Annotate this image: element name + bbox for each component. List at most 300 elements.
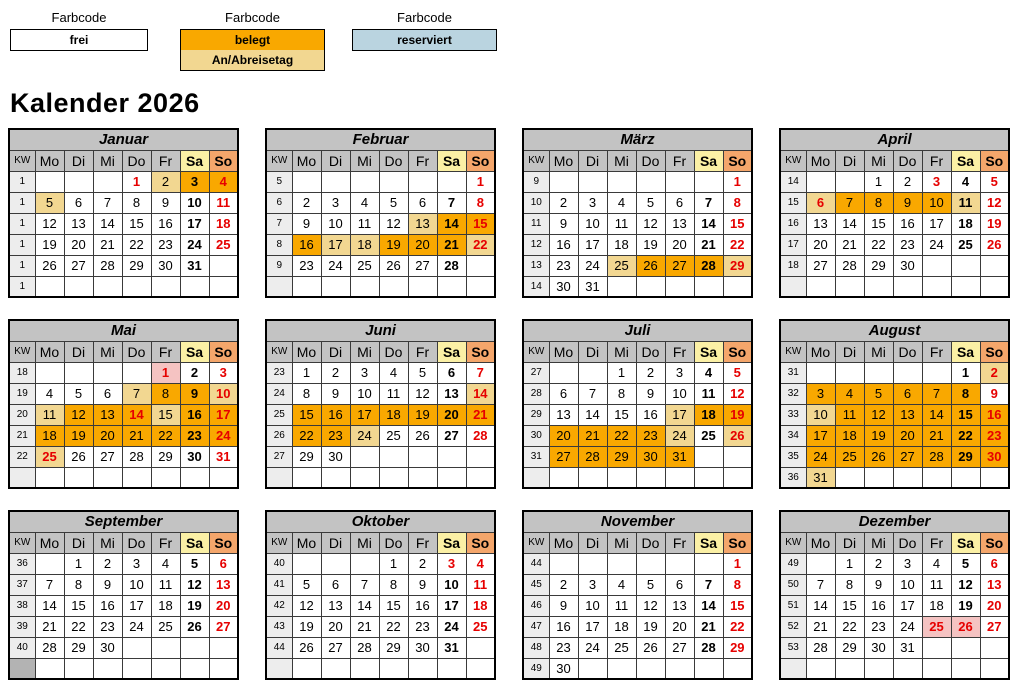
day-cell-empty xyxy=(379,171,408,192)
day-cell: 9 xyxy=(864,574,893,595)
day-cell: 5 xyxy=(864,383,893,404)
day-header-fr: Fr xyxy=(922,150,951,171)
kw-cell: 23 xyxy=(266,362,292,383)
day-cell: 31 xyxy=(578,276,607,297)
day-cell: 6 xyxy=(64,192,93,213)
day-cell: 16 xyxy=(864,595,893,616)
day-cell: 10 xyxy=(209,383,238,404)
day-cell: 28 xyxy=(835,255,864,276)
day-cell: 21 xyxy=(806,616,835,637)
day-cell: 19 xyxy=(951,595,980,616)
day-header-di: Di xyxy=(578,150,607,171)
day-cell: 30 xyxy=(549,276,578,297)
month-table-januar xyxy=(8,128,239,298)
month-title: Oktober xyxy=(266,511,495,532)
day-header-do: Do xyxy=(379,532,408,553)
day-cell: 29 xyxy=(64,637,93,658)
day-header-do: Do xyxy=(893,341,922,362)
day-cell: 22 xyxy=(64,616,93,637)
day-cell: 30 xyxy=(180,446,209,467)
kw-cell: 41 xyxy=(266,574,292,595)
day-cell: 11 xyxy=(835,404,864,425)
month-title: August xyxy=(780,320,1009,341)
day-cell: 1 xyxy=(723,171,752,192)
day-cell-empty xyxy=(209,467,238,488)
day-cell-empty xyxy=(607,553,636,574)
day-header-mi: Mi xyxy=(607,150,636,171)
day-cell: 17 xyxy=(665,404,694,425)
day-cell: 24 xyxy=(665,425,694,446)
day-cell-empty xyxy=(578,171,607,192)
day-header-kw: KW xyxy=(9,341,35,362)
day-cell-empty xyxy=(893,276,922,297)
kw-cell: 12 xyxy=(523,234,549,255)
day-header-mo: Mo xyxy=(549,150,578,171)
day-cell: 3 xyxy=(578,192,607,213)
day-cell: 10 xyxy=(180,192,209,213)
day-cell: 31 xyxy=(180,255,209,276)
day-cell: 24 xyxy=(209,425,238,446)
day-cell: 3 xyxy=(806,383,835,404)
day-cell-empty xyxy=(980,467,1009,488)
day-cell: 3 xyxy=(321,192,350,213)
day-cell-empty xyxy=(665,658,694,679)
day-cell: 15 xyxy=(292,404,321,425)
day-cell: 30 xyxy=(893,255,922,276)
day-cell: 9 xyxy=(549,213,578,234)
day-header-fr: Fr xyxy=(665,532,694,553)
day-header-fr: Fr xyxy=(922,341,951,362)
kw-cell: 24 xyxy=(266,383,292,404)
day-cell: 11 xyxy=(379,383,408,404)
day-cell: 7 xyxy=(466,362,495,383)
day-cell: 10 xyxy=(122,574,151,595)
kw-cell: 44 xyxy=(523,553,549,574)
day-cell-empty xyxy=(64,276,93,297)
day-cell: 30 xyxy=(980,446,1009,467)
day-cell-empty xyxy=(578,553,607,574)
day-cell: 28 xyxy=(694,637,723,658)
day-cell: 25 xyxy=(379,425,408,446)
day-cell: 10 xyxy=(321,213,350,234)
day-cell-empty xyxy=(350,658,379,679)
day-cell-empty xyxy=(321,276,350,297)
day-cell-empty xyxy=(723,446,752,467)
month-title: September xyxy=(9,511,238,532)
day-cell-empty xyxy=(549,362,578,383)
day-cell: 26 xyxy=(636,255,665,276)
day-cell: 21 xyxy=(437,234,466,255)
day-header-fr: Fr xyxy=(665,150,694,171)
day-cell: 24 xyxy=(122,616,151,637)
day-cell: 31 xyxy=(209,446,238,467)
day-header-mi: Mi xyxy=(864,532,893,553)
day-cell: 24 xyxy=(180,234,209,255)
day-cell-empty xyxy=(806,362,835,383)
day-cell: 28 xyxy=(35,637,64,658)
day-cell: 28 xyxy=(93,255,122,276)
day-cell-empty xyxy=(636,658,665,679)
day-cell: 10 xyxy=(350,383,379,404)
day-cell: 18 xyxy=(379,404,408,425)
day-cell: 16 xyxy=(93,595,122,616)
day-cell-empty xyxy=(723,658,752,679)
day-cell: 18 xyxy=(694,404,723,425)
day-cell: 18 xyxy=(835,425,864,446)
day-cell: 19 xyxy=(35,234,64,255)
day-cell: 27 xyxy=(665,255,694,276)
month-title: Februar xyxy=(266,129,495,150)
kw-cell: 15 xyxy=(780,192,806,213)
day-cell: 9 xyxy=(893,192,922,213)
day-cell-empty xyxy=(93,276,122,297)
day-header-di: Di xyxy=(835,341,864,362)
day-cell: 12 xyxy=(64,404,93,425)
day-cell: 3 xyxy=(893,553,922,574)
day-cell: 27 xyxy=(549,446,578,467)
day-header-sa: Sa xyxy=(694,150,723,171)
day-header-mo: Mo xyxy=(806,341,835,362)
day-cell: 17 xyxy=(806,425,835,446)
day-cell: 13 xyxy=(93,404,122,425)
day-cell: 17 xyxy=(578,234,607,255)
day-cell: 8 xyxy=(835,574,864,595)
day-cell: 6 xyxy=(665,574,694,595)
day-cell: 27 xyxy=(806,255,835,276)
day-cell: 15 xyxy=(379,595,408,616)
day-cell: 15 xyxy=(64,595,93,616)
day-cell-empty xyxy=(180,637,209,658)
kw-cell: 11 xyxy=(523,213,549,234)
day-cell: 9 xyxy=(408,574,437,595)
day-cell: 18 xyxy=(466,595,495,616)
day-cell: 13 xyxy=(893,404,922,425)
day-cell: 11 xyxy=(922,574,951,595)
months-grid xyxy=(8,128,1008,680)
day-cell-empty xyxy=(806,553,835,574)
day-cell-empty xyxy=(922,362,951,383)
day-cell-empty xyxy=(607,276,636,297)
day-cell: 16 xyxy=(180,404,209,425)
day-cell: 19 xyxy=(636,616,665,637)
day-header-sa: Sa xyxy=(694,341,723,362)
kw-cell xyxy=(523,467,549,488)
day-cell: 8 xyxy=(379,574,408,595)
day-cell: 17 xyxy=(209,404,238,425)
day-cell: 30 xyxy=(93,637,122,658)
kw-cell: 53 xyxy=(780,637,806,658)
day-header-sa: Sa xyxy=(951,341,980,362)
day-cell-empty xyxy=(35,658,64,679)
day-cell: 14 xyxy=(835,213,864,234)
day-cell: 22 xyxy=(951,425,980,446)
day-cell: 4 xyxy=(607,192,636,213)
day-cell: 20 xyxy=(437,404,466,425)
day-cell: 8 xyxy=(864,192,893,213)
day-cell-empty xyxy=(64,467,93,488)
day-cell: 20 xyxy=(665,616,694,637)
month-table-mai xyxy=(8,319,239,489)
day-header-kw: KW xyxy=(266,532,292,553)
day-cell-empty xyxy=(578,658,607,679)
day-cell-empty xyxy=(350,553,379,574)
day-cell: 2 xyxy=(93,553,122,574)
day-cell: 25 xyxy=(694,425,723,446)
day-cell-empty xyxy=(951,255,980,276)
day-cell: 8 xyxy=(292,383,321,404)
day-cell-empty xyxy=(980,276,1009,297)
legend-item-reserviert: reserviert xyxy=(353,30,496,50)
day-cell-empty xyxy=(350,446,379,467)
day-cell: 9 xyxy=(151,192,180,213)
day-header-do: Do xyxy=(636,532,665,553)
kw-cell: 18 xyxy=(9,362,35,383)
day-cell: 2 xyxy=(321,362,350,383)
day-cell: 23 xyxy=(151,234,180,255)
day-cell: 23 xyxy=(893,234,922,255)
day-cell-empty xyxy=(893,467,922,488)
day-cell-empty xyxy=(951,276,980,297)
day-cell: 9 xyxy=(636,383,665,404)
kw-cell: 1 xyxy=(9,255,35,276)
day-cell-empty xyxy=(549,467,578,488)
day-header-di: Di xyxy=(321,532,350,553)
day-cell-empty xyxy=(379,467,408,488)
day-cell: 23 xyxy=(93,616,122,637)
kw-cell xyxy=(780,658,806,679)
day-cell-empty xyxy=(864,276,893,297)
day-cell: 8 xyxy=(151,383,180,404)
kw-cell: 1 xyxy=(9,276,35,297)
day-cell: 12 xyxy=(980,192,1009,213)
day-cell: 24 xyxy=(437,616,466,637)
day-cell: 12 xyxy=(180,574,209,595)
day-header-do: Do xyxy=(893,150,922,171)
day-cell: 30 xyxy=(636,446,665,467)
kw-cell: 50 xyxy=(780,574,806,595)
day-cell-empty xyxy=(835,362,864,383)
day-cell: 28 xyxy=(437,255,466,276)
kw-cell: 17 xyxy=(780,234,806,255)
day-cell-empty xyxy=(35,171,64,192)
day-cell: 14 xyxy=(466,383,495,404)
day-cell-empty xyxy=(951,658,980,679)
kw-cell: 29 xyxy=(523,404,549,425)
day-cell: 11 xyxy=(466,574,495,595)
day-cell-empty xyxy=(408,171,437,192)
day-cell-empty xyxy=(408,467,437,488)
day-cell-empty xyxy=(122,658,151,679)
day-cell: 14 xyxy=(35,595,64,616)
day-cell: 25 xyxy=(607,637,636,658)
day-header-mi: Mi xyxy=(350,341,379,362)
month-title: Mai xyxy=(9,320,238,341)
day-cell: 5 xyxy=(980,171,1009,192)
day-cell-empty xyxy=(922,637,951,658)
kw-cell: 52 xyxy=(780,616,806,637)
day-header-mo: Mo xyxy=(806,150,835,171)
day-cell: 19 xyxy=(180,595,209,616)
day-cell-empty xyxy=(35,362,64,383)
day-header-mo: Mo xyxy=(35,532,64,553)
kw-cell: 1 xyxy=(9,213,35,234)
day-cell: 17 xyxy=(437,595,466,616)
kw-cell: 48 xyxy=(523,637,549,658)
day-cell: 11 xyxy=(209,192,238,213)
day-header-sa: Sa xyxy=(437,150,466,171)
day-cell: 8 xyxy=(122,192,151,213)
month-title: März xyxy=(523,129,752,150)
day-cell: 7 xyxy=(35,574,64,595)
day-cell: 19 xyxy=(864,425,893,446)
day-cell: 27 xyxy=(893,446,922,467)
day-header-mo: Mo xyxy=(292,532,321,553)
day-cell-empty xyxy=(408,658,437,679)
day-cell: 1 xyxy=(951,362,980,383)
day-header-do: Do xyxy=(122,532,151,553)
day-cell: 21 xyxy=(835,234,864,255)
day-cell: 3 xyxy=(922,171,951,192)
day-cell-empty xyxy=(835,276,864,297)
day-header-mo: Mo xyxy=(806,532,835,553)
day-header-fr: Fr xyxy=(151,341,180,362)
legend-group-frei xyxy=(10,10,148,51)
day-cell-empty xyxy=(835,658,864,679)
kw-cell xyxy=(9,658,35,679)
day-cell: 18 xyxy=(151,595,180,616)
day-cell: 4 xyxy=(951,171,980,192)
day-header-di: Di xyxy=(64,150,93,171)
day-cell: 5 xyxy=(64,383,93,404)
day-cell-empty xyxy=(437,446,466,467)
day-cell: 15 xyxy=(835,595,864,616)
day-cell-empty xyxy=(806,276,835,297)
day-cell: 14 xyxy=(694,595,723,616)
day-header-do: Do xyxy=(636,341,665,362)
day-cell: 11 xyxy=(35,404,64,425)
day-cell: 25 xyxy=(209,234,238,255)
day-cell-empty xyxy=(292,553,321,574)
day-header-mi: Mi xyxy=(864,150,893,171)
day-cell: 23 xyxy=(321,425,350,446)
day-cell-empty xyxy=(180,467,209,488)
day-cell: 9 xyxy=(93,574,122,595)
kw-cell xyxy=(780,276,806,297)
day-cell: 7 xyxy=(806,574,835,595)
day-cell: 5 xyxy=(180,553,209,574)
day-cell-empty xyxy=(466,276,495,297)
day-cell: 7 xyxy=(122,383,151,404)
month-title: April xyxy=(780,129,1009,150)
day-cell: 27 xyxy=(980,616,1009,637)
legend-label: Farbcode xyxy=(397,10,452,25)
day-header-fr: Fr xyxy=(408,150,437,171)
legend-label: Farbcode xyxy=(51,10,107,25)
day-cell: 31 xyxy=(665,446,694,467)
month-table-april xyxy=(779,128,1010,298)
kw-cell: 26 xyxy=(266,425,292,446)
day-cell: 22 xyxy=(607,425,636,446)
day-cell: 17 xyxy=(350,404,379,425)
day-cell: 23 xyxy=(980,425,1009,446)
day-header-di: Di xyxy=(835,150,864,171)
day-header-fr: Fr xyxy=(151,532,180,553)
day-cell-empty xyxy=(151,658,180,679)
day-cell: 6 xyxy=(321,574,350,595)
day-cell: 14 xyxy=(93,213,122,234)
day-cell: 20 xyxy=(93,425,122,446)
day-cell: 6 xyxy=(893,383,922,404)
kw-cell xyxy=(266,658,292,679)
day-cell: 4 xyxy=(835,383,864,404)
day-header-mo: Mo xyxy=(35,150,64,171)
day-cell: 28 xyxy=(578,446,607,467)
kw-cell: 35 xyxy=(780,446,806,467)
day-cell: 15 xyxy=(723,213,752,234)
day-header-so: So xyxy=(980,532,1009,553)
day-cell: 13 xyxy=(806,213,835,234)
day-cell: 22 xyxy=(466,234,495,255)
day-cell: 21 xyxy=(694,234,723,255)
day-header-di: Di xyxy=(321,341,350,362)
month-table-februar xyxy=(265,128,496,298)
day-header-mo: Mo xyxy=(549,532,578,553)
day-cell: 3 xyxy=(209,362,238,383)
day-cell-empty xyxy=(93,467,122,488)
day-cell: 29 xyxy=(723,637,752,658)
day-cell: 15 xyxy=(723,595,752,616)
day-cell: 9 xyxy=(292,213,321,234)
day-cell: 21 xyxy=(93,234,122,255)
day-cell: 28 xyxy=(466,425,495,446)
day-cell: 22 xyxy=(864,234,893,255)
day-cell: 23 xyxy=(408,616,437,637)
day-header-sa: Sa xyxy=(180,532,209,553)
kw-cell: 21 xyxy=(9,425,35,446)
day-cell-empty xyxy=(636,553,665,574)
day-cell-empty xyxy=(922,276,951,297)
day-cell: 10 xyxy=(922,192,951,213)
day-cell: 26 xyxy=(64,446,93,467)
day-cell: 2 xyxy=(408,553,437,574)
day-header-kw: KW xyxy=(266,150,292,171)
day-cell: 21 xyxy=(578,425,607,446)
day-header-mi: Mi xyxy=(350,150,379,171)
day-cell: 29 xyxy=(951,446,980,467)
day-cell: 9 xyxy=(980,383,1009,404)
day-cell: 16 xyxy=(151,213,180,234)
day-cell-empty xyxy=(408,276,437,297)
day-header-sa: Sa xyxy=(180,150,209,171)
legend-box-belegt xyxy=(180,29,325,71)
day-header-do: Do xyxy=(379,150,408,171)
legend-box-reserviert xyxy=(352,29,497,51)
kw-cell: 40 xyxy=(266,553,292,574)
day-cell-empty xyxy=(209,255,238,276)
month-table-juni xyxy=(265,319,496,489)
day-header-so: So xyxy=(980,150,1009,171)
day-cell: 24 xyxy=(922,234,951,255)
day-cell-empty xyxy=(694,276,723,297)
day-cell: 23 xyxy=(292,255,321,276)
day-cell: 24 xyxy=(893,616,922,637)
day-cell: 2 xyxy=(549,574,578,595)
day-cell-empty xyxy=(607,658,636,679)
day-cell: 7 xyxy=(578,383,607,404)
day-cell: 16 xyxy=(549,616,578,637)
day-cell: 3 xyxy=(122,553,151,574)
day-cell: 20 xyxy=(980,595,1009,616)
